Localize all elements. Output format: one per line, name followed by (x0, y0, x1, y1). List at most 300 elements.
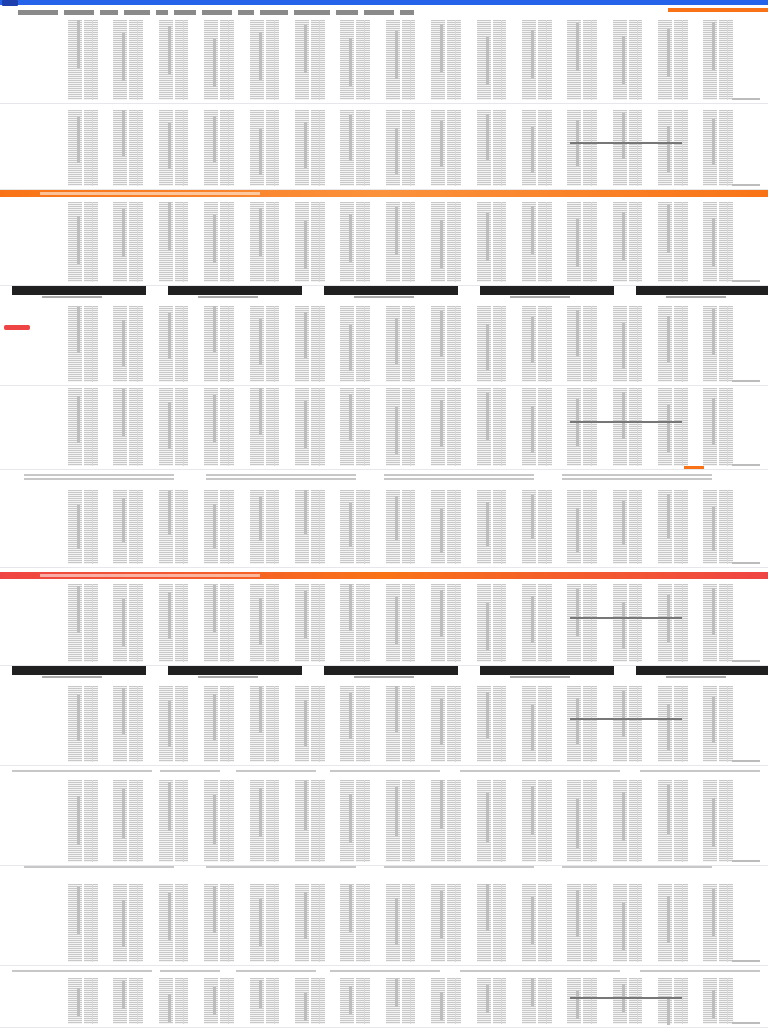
result-column[interactable] (204, 20, 234, 100)
column-marker (576, 508, 579, 552)
result-column[interactable] (68, 306, 98, 382)
result-column[interactable] (250, 20, 280, 100)
column-marker (712, 990, 715, 1018)
column-marker (168, 202, 171, 250)
result-column[interactable] (703, 388, 733, 466)
result-column[interactable] (567, 20, 597, 100)
column-marker (440, 509, 443, 553)
result-column[interactable] (386, 978, 416, 1024)
pagination-indicator[interactable] (732, 660, 760, 662)
result-column[interactable] (159, 20, 189, 100)
caption-text (384, 474, 534, 476)
result-column[interactable] (477, 110, 507, 186)
column-marker (213, 987, 216, 1015)
column-marker (213, 39, 216, 87)
result-column[interactable] (431, 686, 461, 762)
result-column[interactable] (567, 780, 597, 862)
column-marker (77, 887, 80, 934)
title-segment (174, 10, 196, 15)
result-column[interactable] (68, 388, 98, 466)
column-marker (531, 206, 534, 254)
column-marker (122, 33, 125, 81)
result-column[interactable] (386, 388, 416, 466)
result-column[interactable] (477, 388, 507, 466)
result-column[interactable] (113, 978, 143, 1024)
result-column[interactable] (386, 780, 416, 862)
column-marker (304, 781, 307, 830)
thumbnail-caption (354, 296, 414, 298)
result-column[interactable] (295, 686, 325, 762)
caption-text (160, 770, 220, 772)
result-column[interactable] (703, 306, 733, 382)
result-column[interactable] (295, 584, 325, 662)
result-column[interactable] (159, 780, 189, 862)
hot-tag-icon (4, 325, 30, 330)
result-column[interactable] (113, 884, 143, 962)
result-column[interactable] (386, 490, 416, 564)
column-marker (122, 389, 125, 436)
result-column[interactable] (113, 110, 143, 186)
pagination-indicator[interactable] (732, 464, 760, 466)
video-thumbnail[interactable] (636, 666, 768, 675)
column-marker (213, 886, 216, 933)
result-column[interactable] (250, 978, 280, 1024)
column-marker (77, 695, 80, 741)
column-marker (576, 799, 579, 848)
result-column[interactable] (159, 978, 189, 1024)
result-column[interactable] (295, 388, 325, 466)
result-column[interactable] (522, 110, 552, 186)
result-column[interactable] (386, 584, 416, 662)
result-column[interactable] (477, 20, 507, 100)
column-marker (712, 507, 715, 551)
result-column[interactable] (613, 780, 643, 862)
result-column[interactable] (613, 686, 643, 762)
column-group (68, 202, 733, 282)
result-column[interactable] (522, 584, 552, 662)
thumbnail-caption (666, 296, 726, 298)
result-column[interactable] (567, 978, 597, 1024)
caption-text (24, 474, 174, 476)
column-marker (531, 495, 534, 539)
column-marker (349, 214, 352, 262)
pagination-indicator[interactable] (732, 184, 760, 186)
column-marker (77, 396, 80, 443)
result-column[interactable] (658, 490, 688, 564)
column-marker (667, 704, 670, 750)
result-column[interactable] (159, 388, 189, 466)
result-row (0, 780, 768, 862)
result-column[interactable] (522, 490, 552, 564)
page-title (18, 6, 488, 18)
column-marker (259, 129, 262, 175)
result-column[interactable] (204, 490, 234, 564)
column-marker (395, 207, 398, 255)
result-column[interactable] (703, 110, 733, 186)
column-marker (259, 388, 262, 435)
result-column[interactable] (295, 110, 325, 186)
result-column[interactable] (295, 978, 325, 1024)
result-column[interactable] (431, 110, 461, 186)
result-row (0, 202, 768, 282)
column-group (68, 490, 733, 564)
column-marker (259, 687, 262, 733)
video-thumbnail[interactable] (324, 286, 458, 295)
result-column[interactable] (113, 306, 143, 382)
result-column[interactable] (113, 686, 143, 762)
result-column[interactable] (431, 884, 461, 962)
result-column[interactable] (204, 306, 234, 382)
result-column[interactable] (386, 202, 416, 282)
result-column[interactable] (68, 110, 98, 186)
column-marker (304, 591, 307, 638)
result-column[interactable] (340, 306, 370, 382)
result-column[interactable] (567, 110, 597, 186)
title-segment (400, 10, 414, 15)
column-marker (395, 597, 398, 644)
result-column[interactable] (567, 686, 597, 762)
result-column[interactable] (477, 306, 507, 382)
result-column[interactable] (431, 306, 461, 382)
result-column[interactable] (386, 884, 416, 962)
result-column[interactable] (340, 584, 370, 662)
result-column[interactable] (703, 20, 733, 100)
column-marker (395, 686, 398, 732)
result-column[interactable] (204, 686, 234, 762)
result-column[interactable] (68, 686, 98, 762)
result-column[interactable] (567, 388, 597, 466)
result-column[interactable] (159, 202, 189, 282)
caption-text (206, 478, 356, 480)
result-column[interactable] (431, 978, 461, 1024)
column-marker (712, 218, 715, 266)
column-marker (440, 891, 443, 938)
caption-text (330, 970, 440, 972)
result-column[interactable] (431, 388, 461, 466)
result-column[interactable] (295, 20, 325, 100)
result-column[interactable] (703, 884, 733, 962)
result-column[interactable] (250, 110, 280, 186)
column-marker (168, 123, 171, 169)
result-column[interactable] (431, 202, 461, 282)
result-column[interactable] (204, 202, 234, 282)
result-row (0, 20, 768, 100)
result-column[interactable] (295, 306, 325, 382)
pagination-indicator[interactable] (732, 98, 760, 100)
column-marker (667, 126, 670, 172)
column-marker (667, 785, 670, 834)
result-column[interactable] (295, 884, 325, 962)
column-marker (168, 26, 171, 74)
column-marker (122, 498, 125, 542)
result-column[interactable] (159, 584, 189, 662)
result-column[interactable] (159, 884, 189, 962)
column-marker (304, 122, 307, 168)
result-column[interactable] (613, 978, 643, 1024)
column-marker (622, 903, 625, 950)
result-column[interactable] (68, 584, 98, 662)
result-column[interactable] (658, 884, 688, 962)
video-thumbnail[interactable] (324, 666, 458, 675)
column-marker (304, 490, 307, 534)
result-column[interactable] (250, 306, 280, 382)
column-group (68, 20, 733, 100)
result-column[interactable] (431, 490, 461, 564)
result-column[interactable] (340, 202, 370, 282)
result-row (0, 584, 768, 662)
column-marker (712, 309, 715, 355)
result-row (0, 388, 768, 466)
app-logo-icon[interactable] (2, 0, 18, 6)
result-column[interactable] (250, 686, 280, 762)
result-column[interactable] (658, 306, 688, 382)
column-marker (712, 798, 715, 847)
column-marker (213, 215, 216, 263)
result-column[interactable] (567, 202, 597, 282)
column-marker (486, 213, 489, 261)
result-column[interactable] (113, 20, 143, 100)
column-marker (622, 392, 625, 439)
result-column[interactable] (658, 388, 688, 466)
caption-text (460, 970, 620, 972)
result-column[interactable] (703, 978, 733, 1024)
result-column[interactable] (703, 584, 733, 662)
result-column[interactable] (431, 584, 461, 662)
result-column[interactable] (522, 202, 552, 282)
column-marker (440, 699, 443, 745)
result-column[interactable] (703, 202, 733, 282)
result-column[interactable] (431, 20, 461, 100)
result-column[interactable] (295, 780, 325, 862)
column-marker (667, 405, 670, 452)
result-column[interactable] (159, 306, 189, 382)
result-column[interactable] (250, 490, 280, 564)
title-segment (64, 10, 94, 15)
result-column[interactable] (613, 202, 643, 282)
promo-banner[interactable] (0, 190, 768, 197)
result-column[interactable] (295, 490, 325, 564)
column-group (68, 884, 733, 962)
result-column[interactable] (159, 686, 189, 762)
result-column[interactable] (703, 490, 733, 564)
column-marker (576, 589, 579, 636)
result-column[interactable] (567, 884, 597, 962)
column-marker (77, 20, 80, 68)
result-column[interactable] (567, 584, 597, 662)
result-column[interactable] (204, 884, 234, 962)
column-marker (395, 407, 398, 454)
row-divider (0, 567, 768, 568)
result-column[interactable] (613, 306, 643, 382)
result-column[interactable] (113, 388, 143, 466)
result-column[interactable] (340, 490, 370, 564)
result-column[interactable] (567, 306, 597, 382)
column-marker (122, 900, 125, 947)
column-marker (486, 884, 489, 931)
column-marker (440, 220, 443, 268)
result-column[interactable] (340, 884, 370, 962)
column-marker (486, 793, 489, 842)
result-column[interactable] (522, 686, 552, 762)
result-column[interactable] (522, 884, 552, 962)
result-column[interactable] (113, 584, 143, 662)
result-column[interactable] (340, 388, 370, 466)
column-marker (440, 780, 443, 829)
column-marker (395, 31, 398, 79)
pagination-indicator[interactable] (732, 280, 760, 282)
caption-text (24, 866, 174, 868)
column-marker (213, 694, 216, 740)
result-column[interactable] (477, 884, 507, 962)
column-marker (259, 899, 262, 946)
result-column[interactable] (522, 780, 552, 862)
video-thumbnail[interactable] (480, 286, 614, 295)
result-column[interactable] (159, 490, 189, 564)
result-column[interactable] (204, 584, 234, 662)
pagination-indicator[interactable] (732, 380, 760, 382)
column-marker (667, 896, 670, 943)
result-column[interactable] (477, 584, 507, 662)
result-column[interactable] (522, 978, 552, 1024)
column-marker (395, 979, 398, 1007)
result-column[interactable] (250, 780, 280, 862)
promo-banner[interactable] (0, 572, 768, 579)
video-thumbnail[interactable] (480, 666, 614, 675)
thumbnail-caption (198, 676, 258, 678)
video-thumbnail[interactable] (168, 666, 302, 675)
video-thumbnail[interactable] (12, 286, 146, 295)
pagination-indicator[interactable] (732, 860, 760, 862)
result-row (0, 686, 768, 762)
result-column[interactable] (477, 490, 507, 564)
column-marker (531, 705, 534, 751)
pagination-indicator[interactable] (732, 562, 760, 564)
result-column[interactable] (477, 686, 507, 762)
result-column[interactable] (204, 780, 234, 862)
result-column[interactable] (113, 202, 143, 282)
result-column[interactable] (613, 20, 643, 100)
result-column[interactable] (658, 780, 688, 862)
column-marker (349, 115, 352, 161)
result-column[interactable] (522, 306, 552, 382)
column-marker (349, 885, 352, 932)
column-marker (622, 602, 625, 649)
column-marker (77, 988, 80, 1016)
pagination-indicator[interactable] (732, 760, 760, 762)
video-thumbnail[interactable] (12, 666, 146, 675)
result-column[interactable] (113, 780, 143, 862)
column-marker (77, 117, 80, 163)
result-column[interactable] (613, 884, 643, 962)
column-marker (168, 782, 171, 831)
result-column[interactable] (703, 686, 733, 762)
video-thumbnail[interactable] (168, 286, 302, 295)
result-column[interactable] (340, 20, 370, 100)
result-column[interactable] (658, 110, 688, 186)
trend-line (570, 142, 682, 144)
result-column[interactable] (386, 686, 416, 762)
column-marker (622, 212, 625, 260)
column-marker (304, 312, 307, 358)
result-column[interactable] (522, 20, 552, 100)
result-column[interactable] (658, 202, 688, 282)
result-column[interactable] (204, 978, 234, 1024)
trend-line (570, 718, 682, 720)
result-column[interactable] (613, 388, 643, 466)
result-column[interactable] (658, 978, 688, 1024)
result-column[interactable] (567, 490, 597, 564)
result-column[interactable] (703, 780, 733, 862)
column-marker (395, 318, 398, 364)
column-marker (168, 994, 171, 1022)
caption-text (640, 770, 760, 772)
result-column[interactable] (431, 780, 461, 862)
result-column[interactable] (613, 490, 643, 564)
result-column[interactable] (113, 490, 143, 564)
caption-text (24, 478, 174, 480)
result-column[interactable] (658, 584, 688, 662)
result-column[interactable] (204, 388, 234, 466)
column-marker (77, 586, 80, 633)
result-column[interactable] (477, 202, 507, 282)
result-column[interactable] (386, 20, 416, 100)
caption-text (562, 478, 712, 480)
result-column[interactable] (295, 202, 325, 282)
column-marker (122, 599, 125, 646)
column-marker (395, 787, 398, 836)
title-segment (238, 10, 254, 15)
result-row (0, 884, 768, 962)
result-column[interactable] (250, 202, 280, 282)
result-column[interactable] (613, 584, 643, 662)
result-column[interactable] (68, 978, 98, 1024)
accent-button[interactable] (668, 8, 768, 12)
result-column[interactable] (658, 20, 688, 100)
result-column[interactable] (386, 110, 416, 186)
result-column[interactable] (658, 686, 688, 762)
result-column[interactable] (250, 388, 280, 466)
pagination-indicator[interactable] (732, 960, 760, 962)
result-column[interactable] (68, 20, 98, 100)
column-group (68, 110, 733, 186)
column-marker (576, 991, 579, 1019)
result-column[interactable] (68, 884, 98, 962)
result-column[interactable] (386, 306, 416, 382)
result-column[interactable] (340, 780, 370, 862)
column-marker (440, 590, 443, 637)
result-column[interactable] (477, 978, 507, 1024)
thumbnail-caption (510, 296, 570, 298)
column-marker (531, 786, 534, 835)
result-column[interactable] (250, 584, 280, 662)
result-column[interactable] (477, 780, 507, 862)
result-column[interactable] (340, 686, 370, 762)
video-thumbnail[interactable] (636, 286, 768, 295)
result-column[interactable] (250, 884, 280, 962)
result-column[interactable] (613, 110, 643, 186)
result-column[interactable] (68, 780, 98, 862)
result-column[interactable] (68, 202, 98, 282)
column-marker (531, 897, 534, 944)
result-column[interactable] (68, 490, 98, 564)
result-column[interactable] (340, 978, 370, 1024)
column-marker (531, 406, 534, 453)
result-column[interactable] (204, 110, 234, 186)
column-marker (259, 32, 262, 80)
result-column[interactable] (522, 388, 552, 466)
result-column[interactable] (159, 110, 189, 186)
result-column[interactable] (340, 110, 370, 186)
